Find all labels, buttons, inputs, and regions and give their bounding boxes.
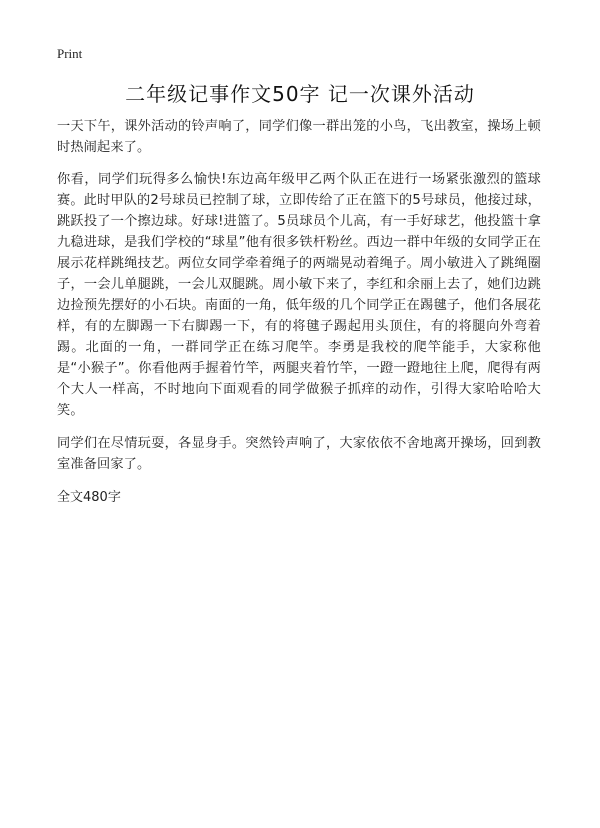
article-title: 二年级记事作文50字 记一次课外活动 xyxy=(125,82,475,106)
article-paragraph: 同学们在尽情玩耍，各显身手。突然铃声响了，大家依依不舍地离开操场，回到教室准备回家了。 xyxy=(57,436,541,472)
article-paragraph: 你看，同学们玩得多么愉快!东边高年级甲乙两个队正在进行一场紧张激烈的篮球赛。此时甲队的2号球员已控制了球，立即传给了正在篮下的5号球员，他接过球，跳跃投了一个擦边球。好球!进篮了。5员球员个儿高，有一手好球艺，他投篮十拿九稳进球，是我们学校的“球星”他有很多铁杆粉丝。西边一群中年级的女同学正在展示花样跳绳技艺。两位女同学牵着绳子的两端晃动着绳子。周小敏进入了跳绳圈子，一会儿单腿跳，一会儿双腿跳。周小敏下来了，李红和余丽上去了，她们边跳边捡预先摆好的小石块。南面的一角，低年级的几个同学正在踢毽子，他们各展花样，有的左脚踢一下右脚踢一下，有的将毽子踢起用头顶住，有的将腿向外弯着踢。北面的一角，一群同学正在练习爬竿。李勇是我校的爬竿能手，大家称他是“小猴子”。你看他两手握着竹竿，两腿夹着竹竿，一蹬一蹬地往上爬，爬得有两个大人一样高，不时地向下面观看的同学做猴子抓痒的动作，引得大家哈哈哈大笑。 xyxy=(57,172,541,418)
article-body xyxy=(57,116,541,508)
print-link[interactable]: Print xyxy=(57,46,83,61)
word-count: 全文480字 xyxy=(57,490,121,505)
article-paragraph: 一天下午，课外活动的铃声响了，同学们像一群出笼的小鸟，飞出教室，操场上顿时热闹起来了。 xyxy=(57,119,541,155)
